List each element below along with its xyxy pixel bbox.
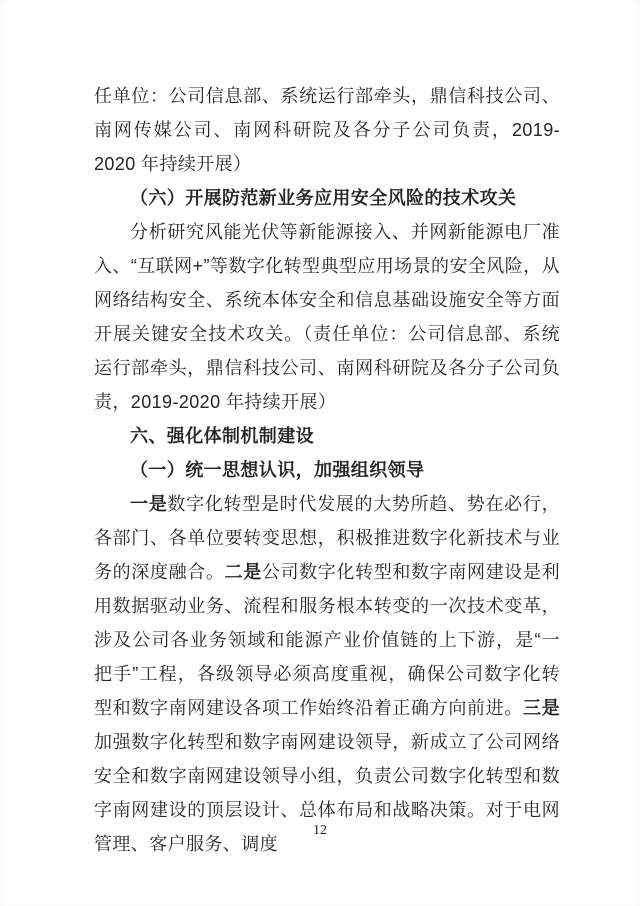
text-segment: 分析研究风能光伏等新能源接入、并网新能源电厂准入、“互联网+”等数字化转型典型应用场景的安全风险，从网络结构安全、系统本体安全和信息基础设施安全等方面开展关键安全技术攻关。（责任单位：公司信息部、系统运行部牵头，鼎信科技公司、南网科研院及各分子公司负责，2019-2020 年持续开展） — [94, 222, 560, 412]
bold-text-segment: 一是 — [130, 494, 168, 514]
section-heading — [94, 453, 560, 487]
bold-text-segment: （六）开展防范新业务应用安全风险的技术攻关 — [130, 188, 517, 208]
body-paragraph — [94, 215, 560, 419]
bold-text-segment: （一）统一思想认识，加强组织领导 — [130, 460, 425, 480]
document-body — [94, 79, 560, 861]
text-segment: 公司数字化转型和数字南网建设是利用数据驱动业务、流程和服务根本转变的一次技术变革，涉及公司各业务领域和能源产业价值链的上下游，是“一把手”工程，各级领导必须高度重视，确保公司数字化转型和数字南网建设各项工作始终沿着正确方向前进。 — [94, 562, 560, 718]
bold-text-segment: 二是 — [224, 562, 262, 582]
text-segment: 数字化转型是时代发展的大势所趋、势在必行，各部门、各单位要转变思想，积极推进数字化新技术与业务的深度融合。 — [94, 494, 560, 582]
body-paragraph — [94, 487, 560, 861]
bold-text-segment: 六、强化体制机制建设 — [130, 426, 314, 446]
page-footer — [0, 821, 640, 841]
bold-text-segment: 三是 — [522, 698, 560, 718]
section-heading — [94, 419, 560, 453]
text-segment: 加强数字化转型和数字南网建设领导，新成立了公司网络安全和数字南网建设领导小组，负责公司数字化转型和数字南网建设的顶层设计、总体布局和战略决策。对于电网管理、客户服务、调度 — [94, 732, 560, 854]
page-number: 12 — [313, 823, 327, 838]
body-paragraph — [94, 79, 560, 181]
text-segment: 任单位：公司信息部、系统运行部牵头，鼎信科技公司、南网传媒公司、南网科研院及各分子公司负责，2019-2020 年持续开展） — [94, 86, 560, 174]
section-heading — [94, 181, 560, 215]
